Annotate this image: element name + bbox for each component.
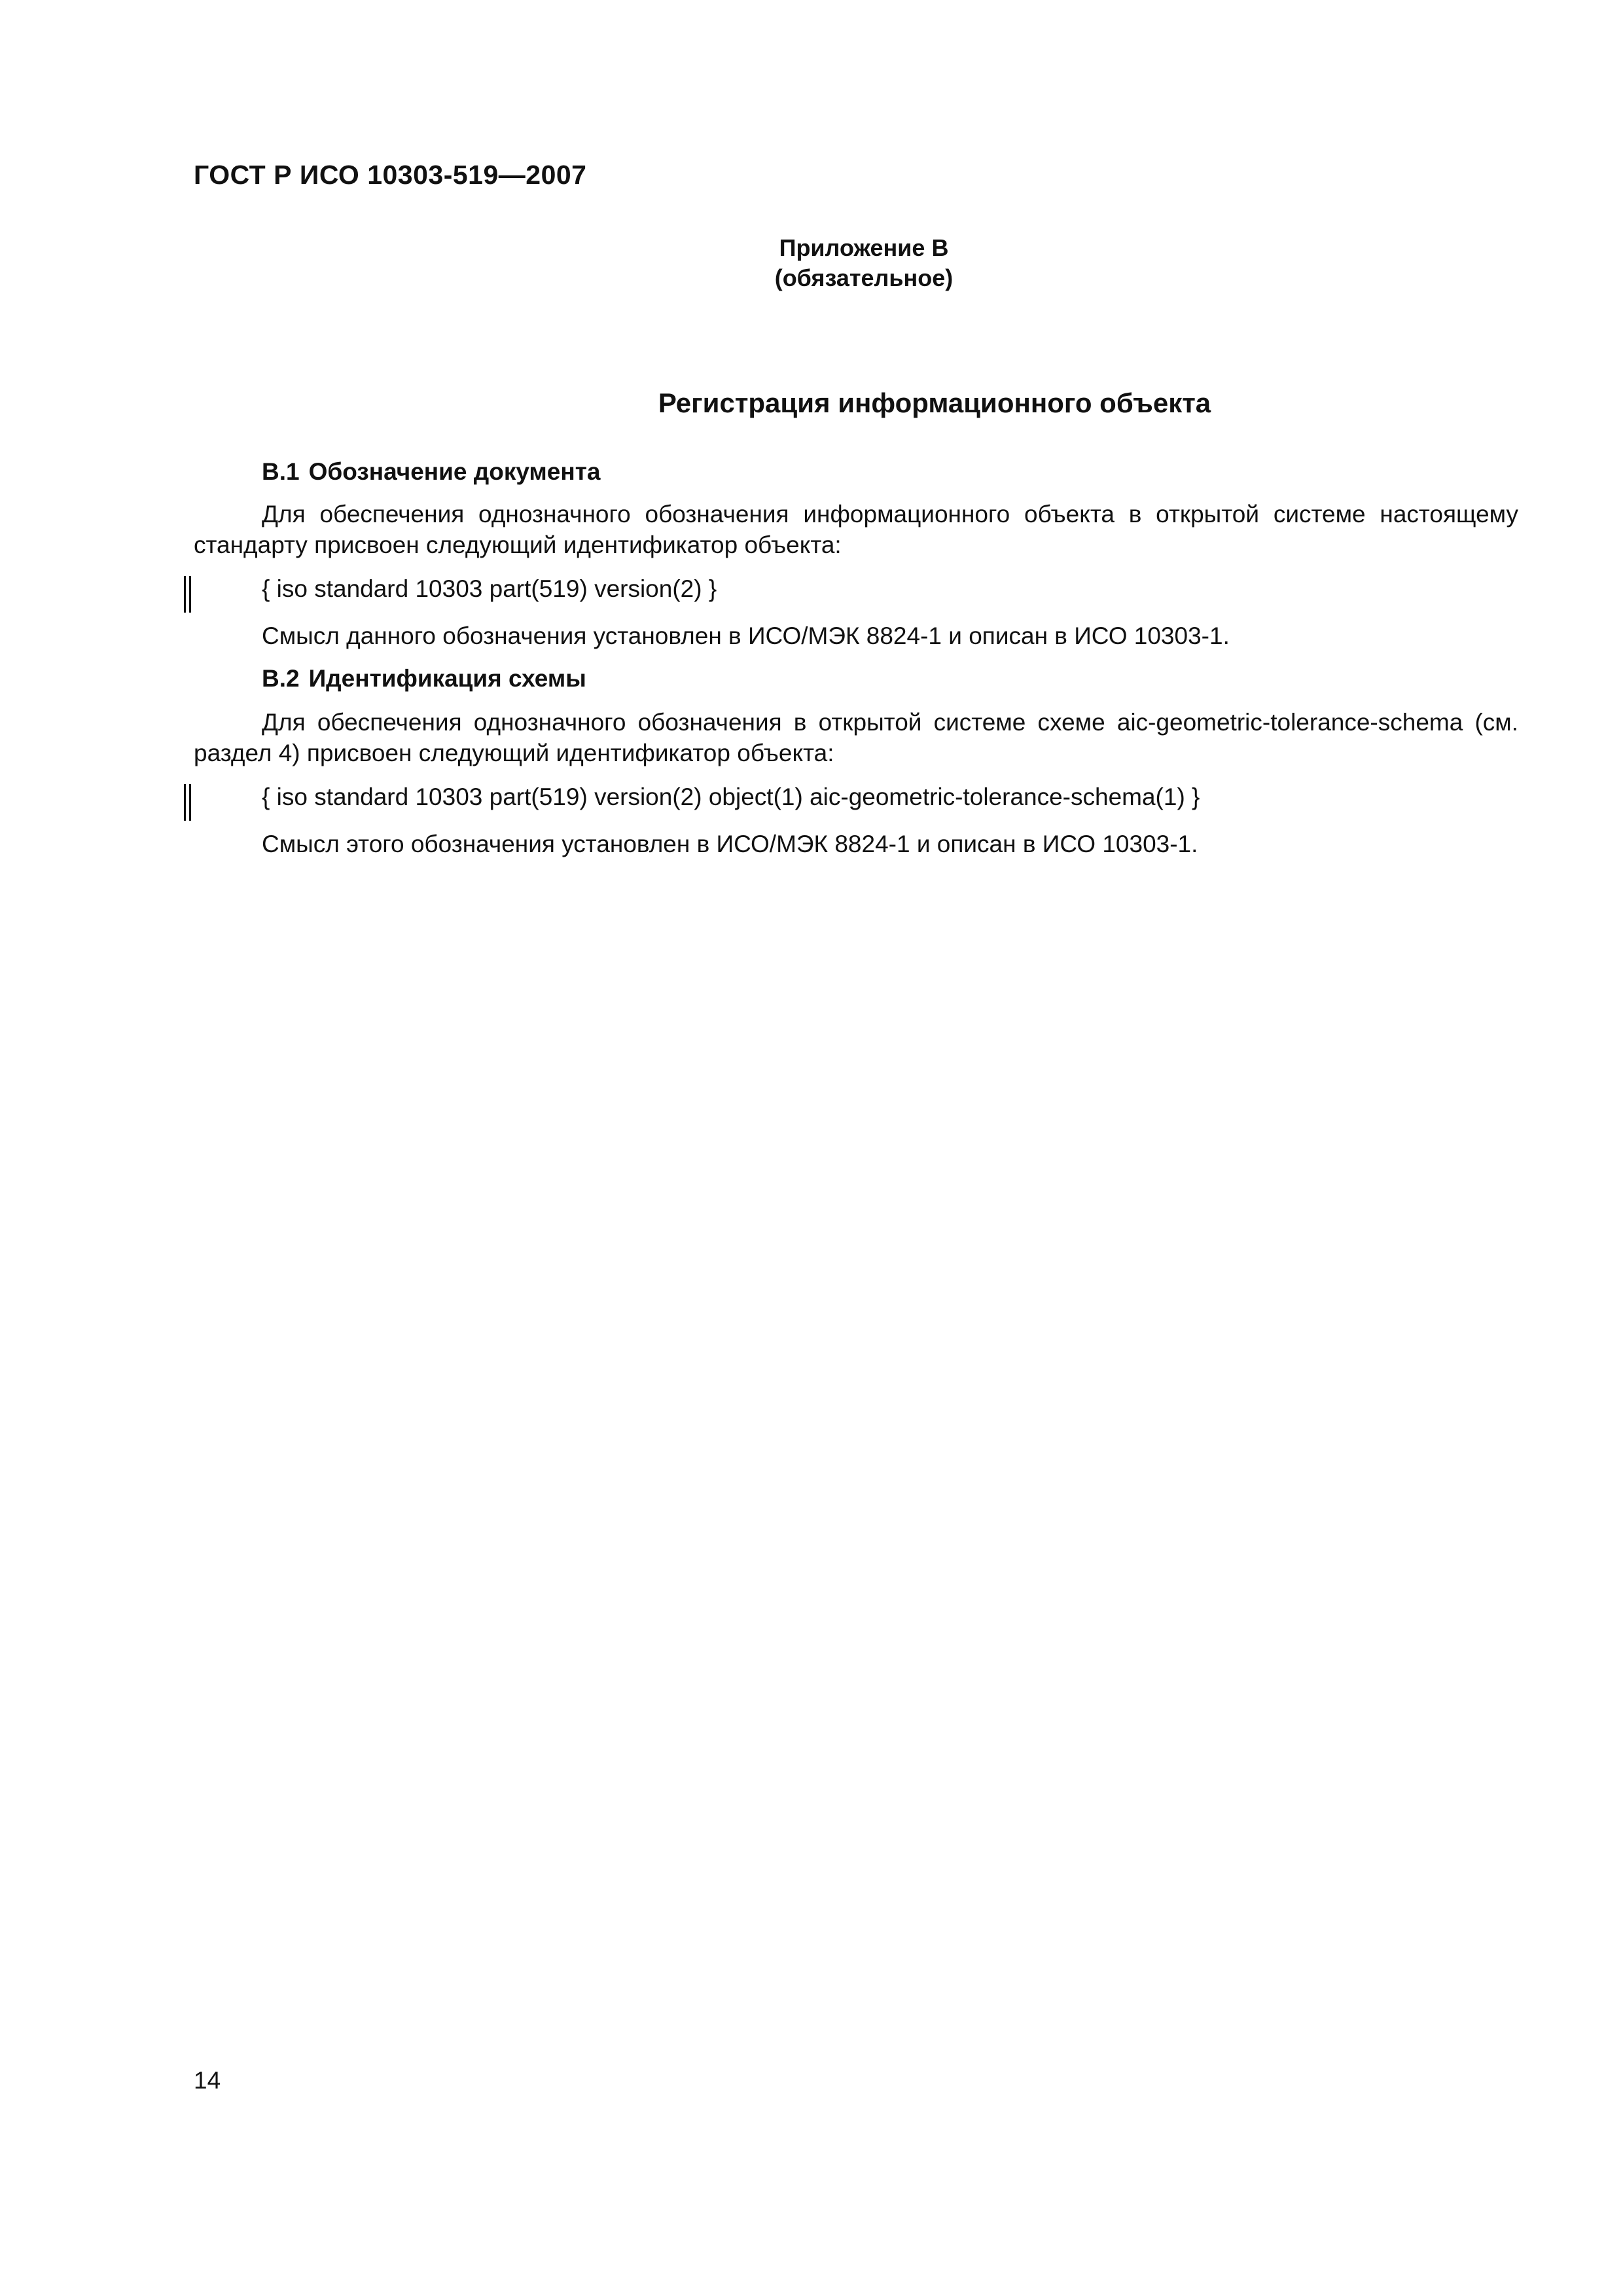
paragraph-text: Для обеспечения однозначного обозначения в открытой системе схеме aic-geometric-tolerance-schema (см. раздел 4) присвоен следующий идентификатор объекта: (194, 709, 1518, 766)
section-paragraph-b2 (194, 707, 1518, 768)
annex-label: Приложение В (779, 234, 949, 261)
section-heading-b1 (262, 458, 600, 486)
object-identifier-b2: { iso standard 10303 part(519) version(2) object(1) aic-geometric-tolerance-schema(1) } (262, 783, 1200, 810)
section-heading-b2 (262, 665, 586, 692)
change-bar-marker (184, 576, 193, 613)
section-note-b1: Смысл данного обозначения установлен в ИСО/МЭК 8824-1 и описан в ИСО 10303-1. (262, 622, 1230, 649)
annex-title: Регистрация информационного объекта (658, 387, 1211, 418)
section-paragraph-b1 (194, 499, 1518, 560)
section-number: В.1 (262, 458, 300, 485)
page-number: 14 (194, 2067, 221, 2094)
section-title: Идентификация схемы (308, 665, 586, 692)
annex-status: (обязательное) (774, 264, 954, 291)
section-number: В.2 (262, 665, 300, 692)
section-title: Обозначение документа (308, 458, 601, 485)
document-header: ГОСТ Р ИСО 10303-519—2007 (194, 160, 587, 190)
change-bar-marker (184, 784, 193, 821)
paragraph-text: Для обеспечения однозначного обозначения информационного объекта в открытой системе настоящему стандарту присвоен следующий идентификатор объекта: (194, 501, 1518, 558)
section-note-b2: Смысл этого обозначения установлен в ИСО/МЭК 8824-1 и описан в ИСО 10303-1. (262, 831, 1198, 857)
annex-label-block (720, 233, 1008, 293)
object-identifier-b1: { iso standard 10303 part(519) version(2) } (262, 575, 717, 602)
